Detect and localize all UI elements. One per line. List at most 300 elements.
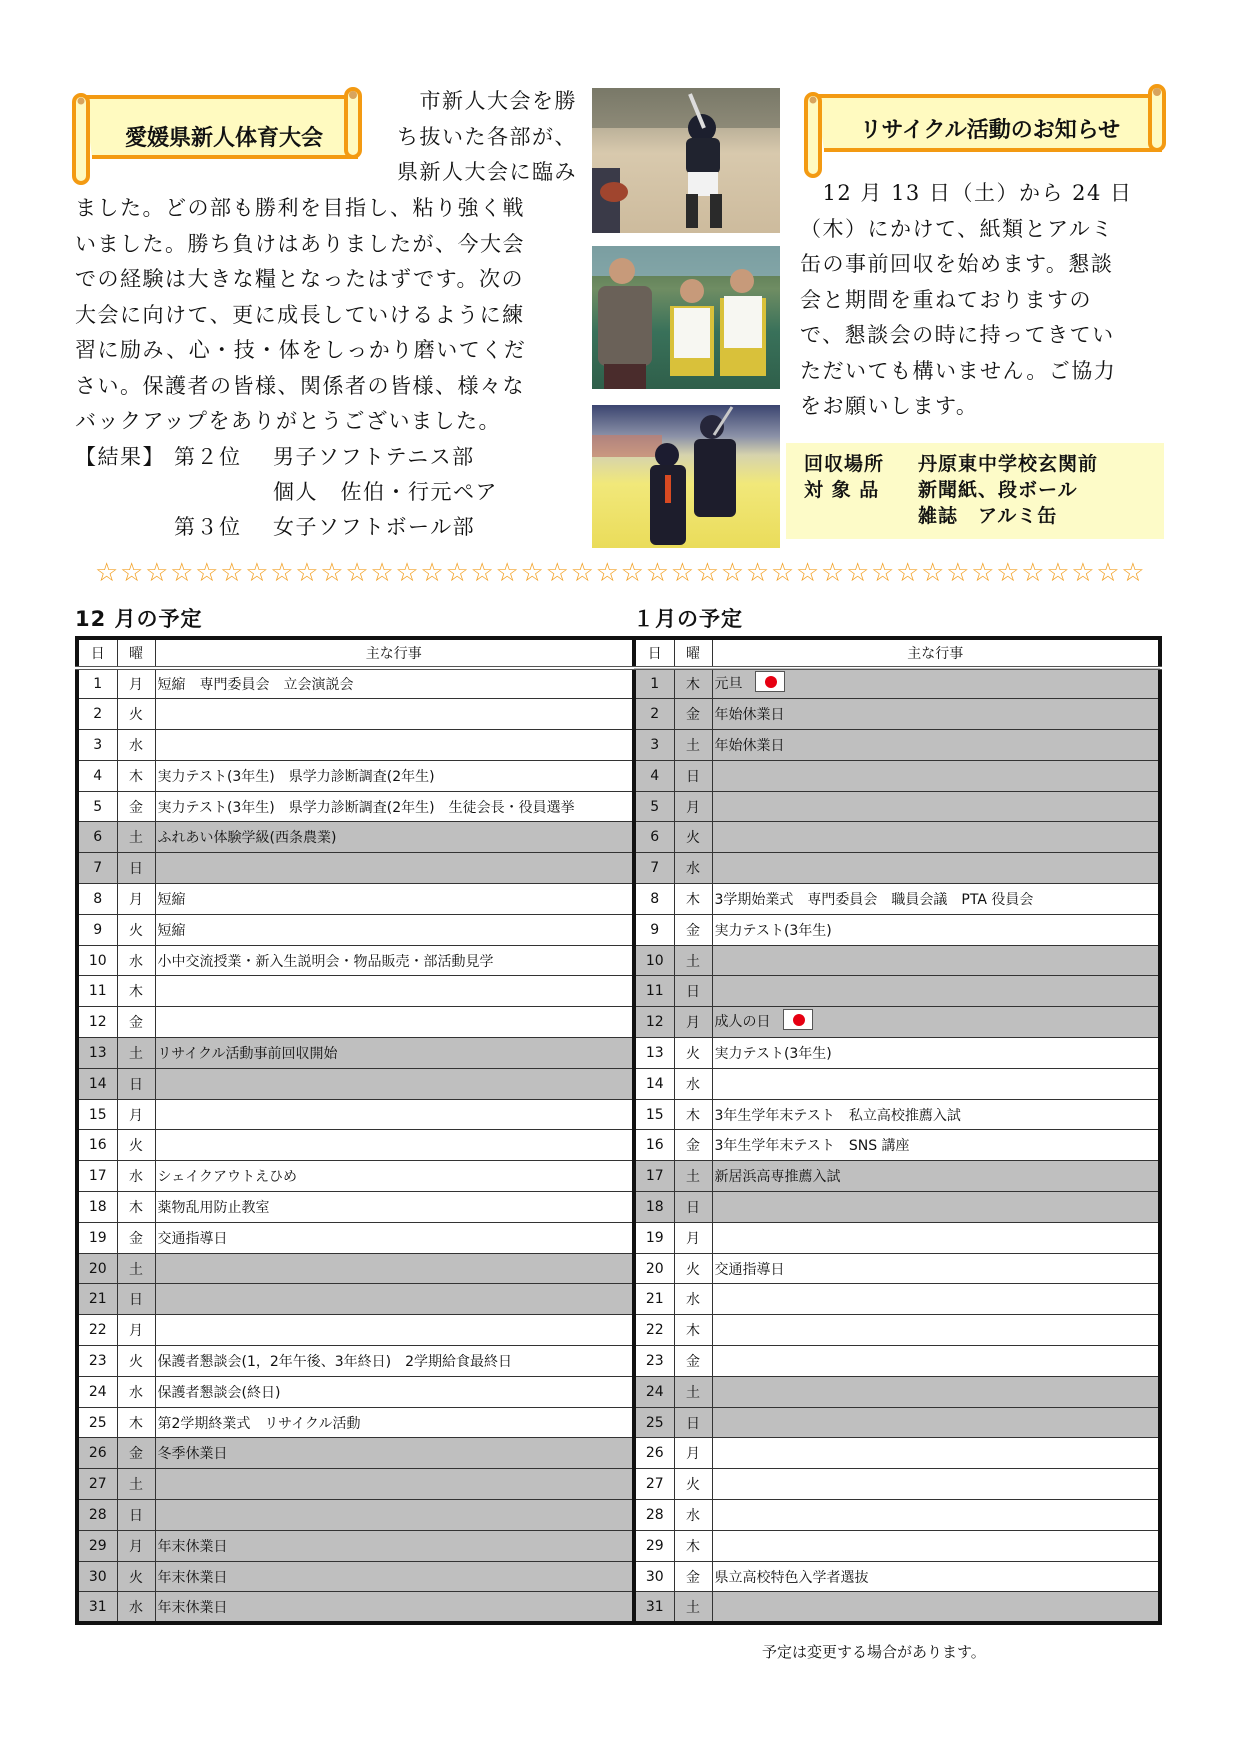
weekday-cell — [117, 853, 155, 884]
table-row — [77, 945, 633, 976]
table-row — [634, 760, 1160, 791]
text-line: ました。どの部も勝利を目指し、粘り強く戦 — [75, 196, 525, 220]
day-cell-text: 22 — [88, 1322, 107, 1339]
weekday-cell-text: 水 — [129, 1384, 143, 1401]
header-day: 日 — [634, 638, 674, 668]
weekday-cell-text: 水 — [686, 1292, 700, 1309]
table-row — [634, 914, 1160, 945]
table-row — [77, 1592, 633, 1623]
weekday-cell-text: 木 — [129, 768, 143, 785]
day-cell-text: 8 — [650, 890, 660, 907]
event-cell-text: 年始休業日 — [714, 737, 785, 754]
day-cell — [77, 822, 117, 853]
weekday-cell-text: 金 — [129, 1446, 143, 1463]
info-row — [804, 477, 1164, 503]
text-line: （木）にかけて、紙類とアルミ — [800, 216, 1114, 241]
event-cell-text: 交通指導日 — [157, 1230, 228, 1247]
text-line: 市新人大会を勝 — [419, 89, 577, 113]
event-cell — [155, 1530, 633, 1561]
weekday-cell-text: 月 — [686, 1230, 700, 1247]
info-value: 雑誌 アルミ缶 — [918, 505, 1058, 527]
table-header-row — [77, 638, 633, 668]
weekday-cell — [674, 760, 712, 791]
weekday-cell-text: 木 — [129, 1199, 143, 1216]
event-cell-text: 短縮 — [157, 891, 186, 908]
star-icon: ☆ — [270, 558, 294, 588]
day-cell-text: 24 — [88, 1383, 107, 1400]
table-row — [77, 914, 633, 945]
weekday-cell-text: 土 — [686, 1599, 700, 1616]
table-row — [634, 1346, 1160, 1377]
event-cell — [712, 853, 1160, 884]
star-divider — [95, 558, 1145, 588]
day-cell — [634, 884, 674, 915]
weekday-cell-text: 水 — [129, 1599, 143, 1616]
day-cell-text: 1 — [650, 676, 660, 693]
weekday-cell — [674, 1130, 712, 1161]
table-row — [634, 1500, 1160, 1531]
event-cell — [712, 1407, 1160, 1438]
japan-flag-icon — [755, 671, 785, 692]
table-row — [77, 1068, 633, 1099]
event-cell — [155, 853, 633, 884]
star-icon: ☆ — [520, 558, 544, 588]
event-cell — [712, 1222, 1160, 1253]
star-icon: ☆ — [495, 558, 519, 588]
day-cell-text: 19 — [645, 1229, 664, 1246]
weekday-cell — [674, 1192, 712, 1223]
recycle-body-text — [800, 176, 1133, 425]
weekday-cell-text: 火 — [129, 922, 143, 939]
star-icon: ☆ — [670, 558, 695, 588]
event-cell-text: ふれあい体験学級(西条農業) — [157, 830, 337, 847]
weekday-cell — [117, 760, 155, 791]
weekday-cell — [117, 1407, 155, 1438]
tennis-photo — [592, 246, 780, 389]
table-row — [77, 1407, 633, 1438]
weekday-cell-text: 土 — [129, 1261, 143, 1278]
event-cell-text: 短縮 専門委員会 立会演説会 — [157, 677, 354, 694]
weekday-cell — [117, 1376, 155, 1407]
day-cell — [77, 914, 117, 945]
header-weekday: 曜 — [117, 638, 155, 668]
star-icon: ☆ — [595, 558, 619, 588]
kendo-match-image — [592, 405, 780, 548]
day-cell-text: 5 — [93, 798, 103, 815]
weekday-cell — [674, 1222, 712, 1253]
table-row — [634, 1561, 1160, 1592]
table-row — [77, 1315, 633, 1346]
day-cell-text: 29 — [88, 1537, 107, 1554]
day-cell-text: 26 — [645, 1445, 664, 1462]
text-line: での経験は大きな糧となったはずです。次の — [75, 267, 524, 291]
day-cell-text: 16 — [645, 1137, 664, 1154]
table-row — [77, 668, 633, 699]
weekday-cell-text: 土 — [686, 1384, 700, 1401]
day-cell — [634, 1253, 674, 1284]
weekday-cell — [674, 1346, 712, 1377]
recycle-info-box — [786, 443, 1164, 539]
text-line: バックアップをありがとうございました。 — [75, 409, 502, 433]
weekday-cell-text: 日 — [129, 1292, 143, 1309]
table-row — [77, 976, 633, 1007]
weekday-cell — [117, 791, 155, 822]
day-cell — [77, 1161, 117, 1192]
weekday-cell — [674, 1007, 712, 1038]
weekday-cell — [117, 1500, 155, 1531]
event-cell-text: シェイクアウトえひめ — [157, 1169, 297, 1186]
table-row — [634, 853, 1160, 884]
day-cell-text: 25 — [645, 1414, 664, 1431]
day-cell — [634, 1592, 674, 1623]
star-icon: ☆ — [720, 558, 745, 588]
day-cell — [634, 791, 674, 822]
event-cell — [712, 1438, 1160, 1469]
weekday-cell — [117, 1561, 155, 1592]
table-row — [77, 1161, 633, 1192]
day-cell — [77, 1099, 117, 1130]
weekday-cell — [674, 1407, 712, 1438]
weekday-cell-text: 火 — [129, 1353, 143, 1370]
weekday-cell — [117, 1346, 155, 1377]
weekday-cell-text: 水 — [686, 861, 700, 878]
star-icon: ☆ — [946, 558, 970, 588]
day-cell-text: 10 — [88, 952, 107, 969]
day-cell-text: 8 — [93, 890, 103, 907]
star-icon: ☆ — [220, 558, 244, 588]
day-cell-text: 2 — [650, 706, 660, 723]
weekday-cell-text: 日 — [686, 1199, 700, 1216]
weekday-cell — [674, 945, 712, 976]
text-line: 缶の事前回収を始めます。懇談 — [800, 252, 1114, 276]
event-cell-text: 短縮 — [157, 922, 186, 939]
text-line: 習に励み、心・技・体をしっかり磨いてくだ — [75, 338, 527, 362]
event-cell — [712, 668, 1160, 699]
event-cell — [155, 1038, 633, 1069]
weekday-cell-text: 木 — [686, 1107, 700, 1124]
star-icon: ☆ — [395, 558, 419, 588]
weekday-cell-text: 水 — [129, 737, 143, 754]
day-cell — [77, 1253, 117, 1284]
recycle-banner — [800, 80, 1170, 180]
weekday-cell — [674, 914, 712, 945]
weekday-cell-text: 金 — [686, 922, 700, 939]
result-team: 男子ソフトテニス部 — [273, 445, 475, 469]
weekday-cell-text: 木 — [686, 891, 700, 908]
day-cell-text: 31 — [88, 1598, 107, 1615]
weekday-cell — [674, 1038, 712, 1069]
weekday-cell — [117, 945, 155, 976]
event-cell-text: 県立高校特色入学者選抜 — [714, 1569, 869, 1586]
table-row — [634, 668, 1160, 699]
day-cell — [77, 1469, 117, 1500]
weekday-cell — [674, 668, 712, 699]
day-cell — [77, 1438, 117, 1469]
december-schedule-title: 12 月の予定 — [75, 607, 203, 631]
weekday-cell-text: 土 — [686, 953, 700, 970]
event-cell-text: 年末休業日 — [157, 1569, 228, 1586]
day-cell — [77, 1346, 117, 1377]
event-cell-text: 第2学期終業式 リサイクル活動 — [157, 1415, 361, 1432]
event-cell — [155, 1592, 633, 1623]
table-row — [77, 853, 633, 884]
weekday-cell — [117, 1130, 155, 1161]
star-icon: ☆ — [420, 558, 444, 588]
table-header-row — [634, 638, 1160, 668]
day-cell-text: 22 — [645, 1322, 664, 1339]
table-row — [634, 1192, 1160, 1223]
event-cell — [155, 1500, 633, 1531]
day-cell — [634, 1438, 674, 1469]
day-cell — [634, 699, 674, 730]
day-cell-text: 29 — [645, 1537, 664, 1554]
table-row — [77, 1530, 633, 1561]
text-line: いました。勝ち負けはありましたが、今大会 — [75, 231, 525, 256]
table-row — [634, 1222, 1160, 1253]
table-row — [634, 1007, 1160, 1038]
event-cell — [712, 760, 1160, 791]
event-cell — [712, 1192, 1160, 1223]
table-row — [634, 945, 1160, 976]
event-cell — [712, 1038, 1160, 1069]
result-rank: 第３位 — [174, 515, 242, 539]
weekday-cell-text: 火 — [129, 1569, 143, 1586]
weekday-cell — [674, 1438, 712, 1469]
text-line: 県新人大会に臨み — [397, 160, 577, 184]
day-cell — [77, 1007, 117, 1038]
weekday-cell-text: 月 — [129, 891, 143, 908]
event-cell — [712, 730, 1160, 761]
results-label: 【結果】 — [75, 445, 165, 469]
table-row — [77, 884, 633, 915]
weekday-cell-text: 日 — [686, 768, 700, 785]
table-row — [77, 1284, 633, 1315]
table-row — [634, 1038, 1160, 1069]
weekday-cell-text: 水 — [686, 1076, 700, 1093]
star-icon: ☆ — [996, 558, 1020, 588]
day-cell-text: 17 — [645, 1168, 664, 1185]
day-cell — [77, 791, 117, 822]
event-cell — [155, 668, 633, 699]
day-cell-text: 28 — [645, 1506, 664, 1523]
table-row — [634, 699, 1160, 730]
table-row — [634, 730, 1160, 761]
weekday-cell — [674, 1469, 712, 1500]
event-cell — [155, 976, 633, 1007]
day-cell — [634, 1038, 674, 1069]
day-cell — [634, 976, 674, 1007]
weekday-cell-text: 土 — [129, 1477, 143, 1494]
event-cell-text: 実力テスト(3年生) 県学力診断調査(2年生) 生徒会長・役員選挙 — [157, 799, 575, 816]
day-cell — [77, 760, 117, 791]
star-icon: ☆ — [295, 558, 319, 588]
day-cell-text: 7 — [93, 860, 103, 877]
weekday-cell — [117, 730, 155, 761]
event-cell — [712, 1130, 1160, 1161]
event-cell — [712, 1068, 1160, 1099]
weekday-cell-text: 月 — [129, 1323, 143, 1340]
weekday-cell-text: 月 — [129, 1107, 143, 1124]
event-cell — [155, 1438, 633, 1469]
day-cell-text: 16 — [88, 1137, 107, 1154]
weekday-cell — [117, 1315, 155, 1346]
weekday-cell — [674, 976, 712, 1007]
table-row — [77, 1192, 633, 1223]
day-cell — [77, 1284, 117, 1315]
day-cell-text: 4 — [650, 767, 660, 784]
sports-banner-title: 愛媛県新人体育大会 — [124, 126, 323, 151]
day-cell — [77, 730, 117, 761]
day-cell-text: 18 — [88, 1198, 107, 1215]
weekday-cell — [117, 1253, 155, 1284]
text-line: ち抜いた各部が、 — [397, 124, 577, 149]
event-cell — [155, 730, 633, 761]
info-row — [804, 451, 1164, 477]
table-row — [77, 791, 633, 822]
weekday-cell-text: 水 — [129, 953, 143, 970]
day-cell-text: 30 — [645, 1568, 664, 1585]
event-cell — [712, 1284, 1160, 1315]
event-cell — [155, 1192, 633, 1223]
weekday-cell-text: 火 — [129, 707, 143, 724]
event-cell-text: 3学期始業式 専門委員会 職員会議 PTA 役員会 — [714, 891, 1034, 908]
weekday-cell-text: 月 — [686, 1446, 700, 1463]
day-cell — [77, 884, 117, 915]
day-cell-text: 10 — [645, 952, 664, 969]
recycle-banner-title: リサイクル活動のお知らせ — [859, 118, 1121, 143]
star-icon: ☆ — [245, 558, 269, 588]
star-icon: ☆ — [921, 558, 945, 588]
table-row — [77, 822, 633, 853]
event-cell-text: 実力テスト(3年生) — [714, 1045, 832, 1062]
day-cell — [77, 1376, 117, 1407]
star-icon: ☆ — [695, 558, 720, 588]
event-cell — [155, 945, 633, 976]
event-cell — [155, 822, 633, 853]
table-row — [77, 1099, 633, 1130]
text-line: 会と期間を重ねておりますの — [800, 287, 1092, 312]
header-day: 日 — [77, 638, 117, 668]
star-icon: ☆ — [170, 558, 194, 588]
event-cell — [712, 976, 1160, 1007]
day-cell — [77, 1500, 117, 1531]
star-icon: ☆ — [896, 558, 920, 588]
weekday-cell — [117, 1161, 155, 1192]
table-row — [77, 1038, 633, 1069]
day-cell — [634, 853, 674, 884]
day-cell-text: 13 — [88, 1044, 107, 1061]
event-cell — [712, 945, 1160, 976]
star-icon: ☆ — [1121, 558, 1145, 588]
day-cell — [634, 1161, 674, 1192]
day-cell-text: 21 — [645, 1291, 664, 1308]
weekday-cell — [117, 976, 155, 1007]
day-cell — [634, 1469, 674, 1500]
day-cell — [77, 1130, 117, 1161]
weekday-cell — [674, 1284, 712, 1315]
table-row — [77, 1007, 633, 1038]
event-cell-text: 薬物乱用防止教室 — [157, 1199, 270, 1216]
table-row — [77, 1469, 633, 1500]
event-cell — [712, 1469, 1160, 1500]
weekday-cell — [117, 699, 155, 730]
text-line: ただいても構いません。ご協力 — [800, 358, 1117, 383]
weekday-cell-text: 土 — [686, 737, 700, 754]
star-icon: ☆ — [645, 558, 669, 588]
event-cell-text: 年始休業日 — [714, 707, 785, 724]
day-cell — [634, 1099, 674, 1130]
weekday-cell-text: 日 — [686, 1415, 700, 1432]
weekday-cell-text: 金 — [686, 1353, 700, 1370]
softball-photo — [592, 88, 780, 233]
weekday-cell — [674, 1500, 712, 1531]
table-row — [634, 884, 1160, 915]
star-icon: ☆ — [1071, 558, 1095, 588]
day-cell — [77, 1068, 117, 1099]
event-cell — [712, 1007, 1160, 1038]
star-icon: ☆ — [320, 558, 344, 588]
weekday-cell — [117, 1284, 155, 1315]
event-cell — [155, 699, 633, 730]
day-cell — [77, 976, 117, 1007]
day-cell — [634, 822, 674, 853]
weekday-cell-text: 木 — [129, 1415, 143, 1432]
weekday-cell — [117, 1592, 155, 1623]
sports-body-text — [75, 191, 526, 440]
day-cell-text: 24 — [645, 1383, 664, 1400]
event-cell — [712, 914, 1160, 945]
day-cell-text: 27 — [88, 1476, 107, 1493]
weekday-cell-text: 火 — [686, 1261, 700, 1278]
weekday-cell — [674, 1161, 712, 1192]
event-cell — [712, 1099, 1160, 1130]
day-cell — [77, 1315, 117, 1346]
event-cell — [712, 791, 1160, 822]
weekday-cell-text: 木 — [686, 1538, 700, 1555]
day-cell-text: 23 — [88, 1352, 107, 1369]
day-cell-text: 17 — [88, 1168, 107, 1185]
event-cell-text: 年末休業日 — [157, 1599, 228, 1616]
weekday-cell — [674, 1315, 712, 1346]
weekday-cell — [117, 1068, 155, 1099]
weekday-cell-text: 火 — [686, 830, 700, 847]
event-cell-text: 交通指導日 — [714, 1261, 785, 1278]
weekday-cell — [117, 822, 155, 853]
schedule-footnote: 予定は変更する場合があります。 — [762, 1643, 986, 1661]
day-cell — [77, 1592, 117, 1623]
star-icon: ☆ — [1096, 558, 1120, 588]
star-icon: ☆ — [845, 558, 870, 588]
softball-batter-image — [592, 88, 780, 233]
info-key: 対 象 品 — [804, 479, 880, 501]
day-cell-text: 19 — [88, 1229, 107, 1246]
star-icon: ☆ — [745, 558, 770, 588]
day-cell-text: 20 — [645, 1260, 664, 1277]
table-row — [634, 1161, 1160, 1192]
table-row — [634, 1253, 1160, 1284]
event-cell — [712, 1161, 1160, 1192]
weekday-cell-text: 火 — [686, 1477, 700, 1494]
day-cell-text: 27 — [645, 1476, 664, 1493]
table-row — [77, 1500, 633, 1531]
table-row — [634, 1284, 1160, 1315]
weekday-cell — [674, 1592, 712, 1623]
day-cell-text: 21 — [88, 1291, 107, 1308]
day-cell — [634, 1530, 674, 1561]
day-cell-text: 4 — [93, 767, 103, 784]
weekday-cell-text: 水 — [686, 1507, 700, 1524]
event-cell-text: 実力テスト(3年生) — [714, 922, 832, 939]
